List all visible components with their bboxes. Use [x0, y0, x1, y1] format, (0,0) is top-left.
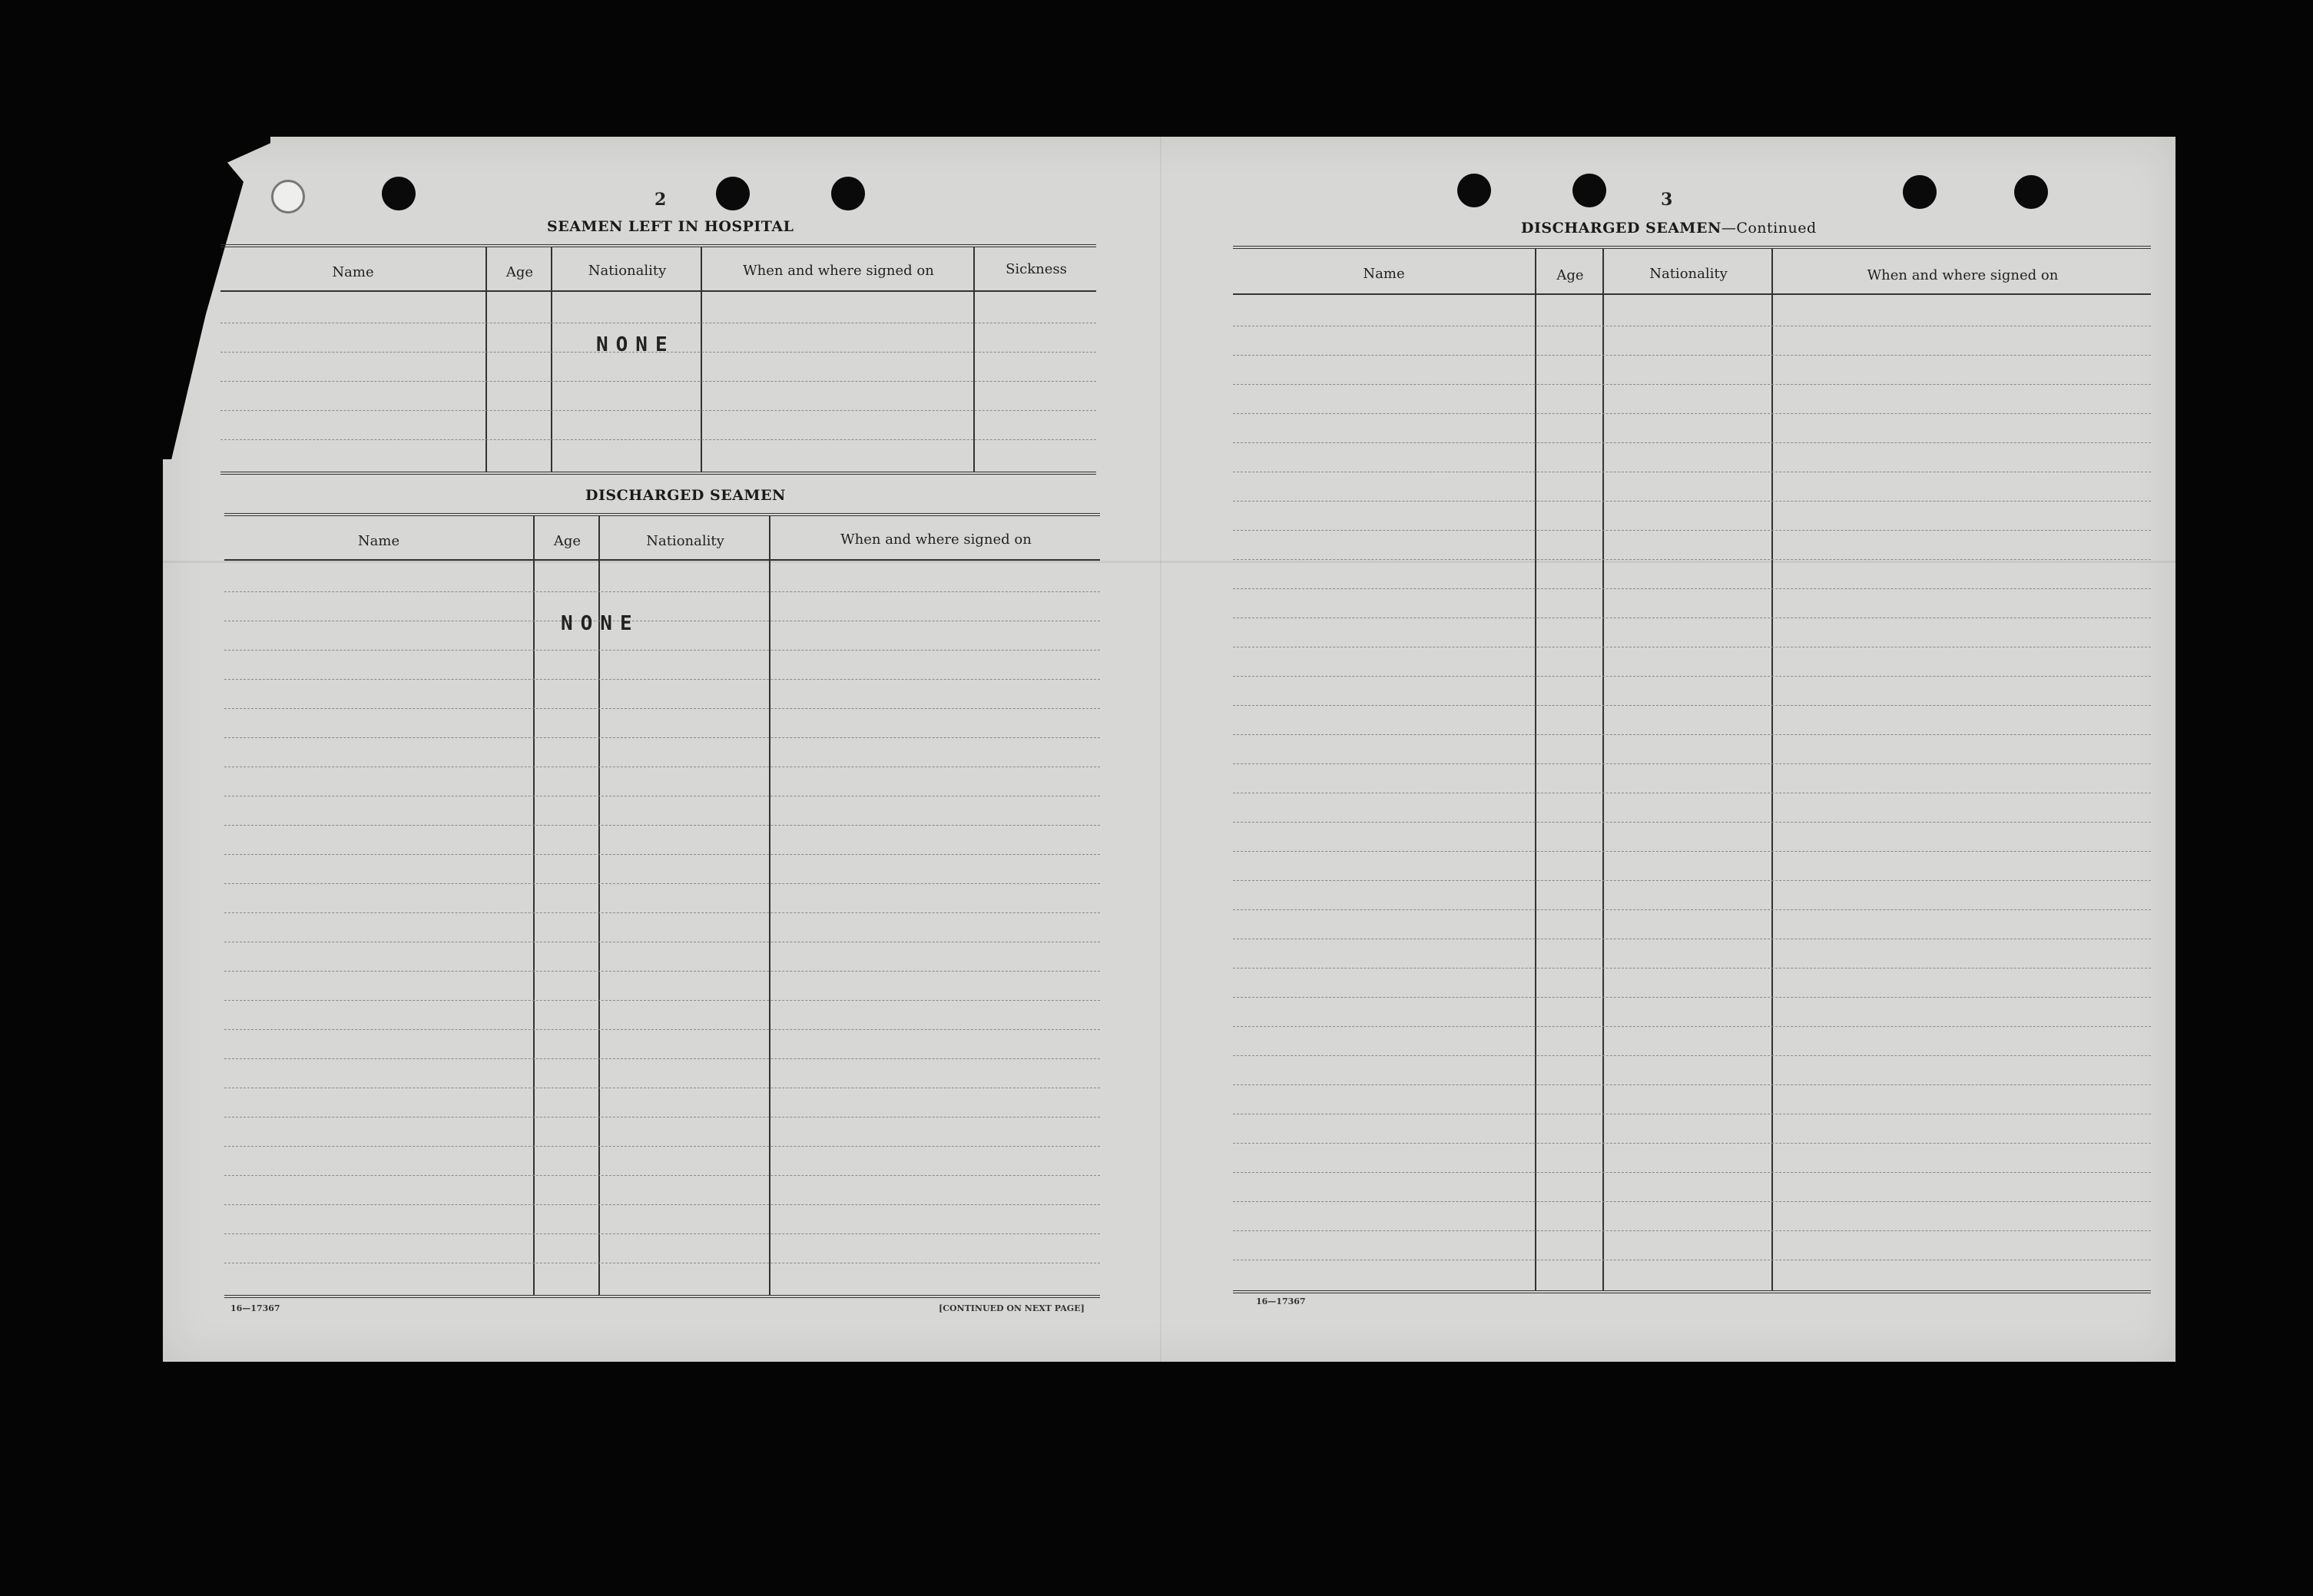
row-rule: [220, 410, 1096, 411]
header-nationality: Nationality: [646, 533, 724, 549]
row-rule: [1233, 734, 2151, 735]
punch-hole: [382, 177, 416, 210]
discharged-none-entry: NONE: [561, 612, 640, 635]
punch-hole: [1572, 174, 1606, 207]
row-rule: [1233, 851, 2151, 852]
col-name: [1233, 249, 1535, 1290]
row-rule: [1233, 559, 2151, 560]
row-rule: [1233, 1084, 2151, 1085]
row-rule: [1233, 501, 2151, 502]
continued-section-title: [1521, 220, 1817, 237]
row-rule: [224, 1029, 1100, 1030]
section-title-text: DISCHARGED SEAMEN: [1521, 220, 1721, 237]
row-rule: [1233, 1172, 2151, 1173]
header-nationality: Nationality: [1649, 266, 1728, 282]
row-rule: [1233, 1230, 2151, 1231]
hospital-section-title: SEAMEN LEFT IN HOSPITAL: [547, 218, 794, 235]
row-rule: [1233, 1026, 2151, 1027]
punch-hole: [831, 177, 865, 210]
punch-hole: [271, 180, 305, 214]
page-fold: [1160, 137, 1161, 1362]
row-rule: [1233, 588, 2151, 589]
form-number: 16—17367: [230, 1303, 280, 1313]
header-age: Age: [505, 264, 534, 280]
header-rule: [224, 559, 1100, 561]
page-number: 2: [654, 190, 667, 210]
header-sickness: Sickness: [1006, 261, 1067, 277]
row-rule: [1233, 1143, 2151, 1144]
row-rule: [1233, 968, 2151, 969]
col-signed-on: [701, 247, 975, 472]
row-rule: [224, 679, 1100, 680]
row-rule: [224, 591, 1100, 592]
header-signed-on: When and where signed on: [1867, 267, 2059, 283]
row-rule: [224, 1204, 1100, 1205]
row-rule: [224, 971, 1100, 972]
row-rule: [224, 1233, 1100, 1234]
row-rule: [1233, 822, 2151, 823]
hospital-none-entry: NONE: [596, 333, 675, 356]
row-rule: [224, 737, 1100, 738]
row-rule: [224, 1146, 1100, 1147]
row-rule: [224, 1175, 1100, 1176]
row-rule: [1233, 997, 2151, 998]
row-rule: [1233, 1055, 2151, 1056]
row-rule: [224, 825, 1100, 826]
header-name: Name: [357, 533, 400, 549]
header-name: Name: [1363, 266, 1405, 282]
hospital-table: [220, 244, 1096, 475]
header-name: Name: [332, 264, 374, 280]
discharged-section-title: DISCHARGED SEAMEN: [585, 487, 786, 504]
page-number: 3: [1661, 190, 1673, 210]
row-rule: [224, 650, 1100, 651]
discharged-table-left: [224, 513, 1100, 1298]
row-rule: [224, 883, 1100, 884]
row-rule: [1233, 880, 2151, 881]
punch-hole: [716, 177, 750, 210]
row-rule: [220, 381, 1096, 382]
header-age: Age: [553, 533, 582, 549]
header-signed-on: When and where signed on: [840, 531, 1032, 548]
row-rule: [224, 912, 1100, 913]
form-number: 16—17367: [1256, 1296, 1306, 1306]
header-nationality: Nationality: [588, 263, 667, 279]
row-rule: [1233, 355, 2151, 356]
header-signed-on: When and where signed on: [743, 263, 934, 279]
col-nationality: [1602, 249, 1773, 1290]
col-name: [220, 247, 485, 472]
col-signed-on: [1771, 249, 2152, 1290]
col-age: [1535, 249, 1604, 1290]
row-rule: [224, 1117, 1100, 1118]
row-rule: [1233, 909, 2151, 910]
row-rule: [1233, 442, 2151, 443]
row-rule: [224, 1000, 1100, 1001]
row-rule: [1233, 763, 2151, 764]
row-rule: [224, 708, 1100, 709]
row-rule: [1233, 413, 2151, 414]
row-rule: [1233, 530, 2151, 531]
col-nationality: [551, 247, 702, 472]
continued-note: [CONTINUED ON NEXT PAGE]: [939, 1303, 1085, 1313]
row-rule: [1233, 384, 2151, 385]
row-rule: [1233, 705, 2151, 706]
col-signed-on: [769, 516, 1102, 1295]
section-title-suffix: —Continued: [1721, 220, 1817, 237]
col-name: [224, 516, 533, 1295]
punch-hole: [1903, 175, 1937, 209]
punch-hole: [2014, 175, 2048, 209]
header-age: Age: [1556, 267, 1584, 283]
col-age: [485, 247, 552, 472]
header-rule: [1233, 293, 2151, 295]
header-rule: [220, 290, 1096, 292]
row-rule: [220, 439, 1096, 440]
punch-hole: [1457, 174, 1491, 207]
row-rule: [1233, 1201, 2151, 1202]
row-rule: [1233, 676, 2151, 677]
col-sickness: [973, 247, 1098, 472]
row-rule: [224, 1058, 1100, 1059]
discharged-table-right: [1233, 246, 2151, 1293]
row-rule: [224, 854, 1100, 855]
